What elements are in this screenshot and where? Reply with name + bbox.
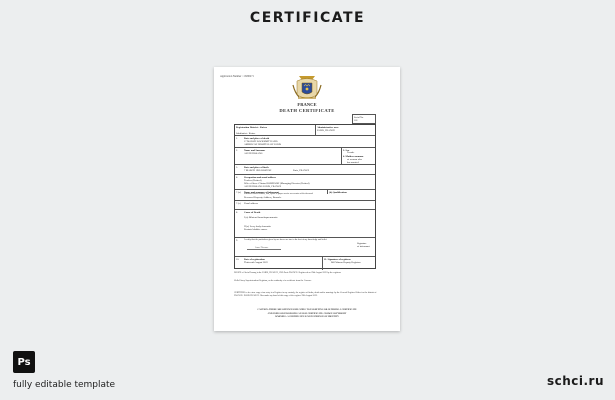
row-value: Wife of Steve Clinton ROBINSON (Managing Director (Retired)	[244, 181, 310, 185]
row-label: Occupation and usual address	[244, 175, 277, 179]
serial-box	[352, 114, 376, 124]
registrar-name: Bill Watson Deputy Registrar	[331, 261, 361, 264]
certificate-document	[214, 67, 400, 331]
row-value: Deceased Property Address, Brussels	[244, 196, 282, 200]
subdistrict: Subdistrict : Kaiser	[236, 132, 256, 136]
maiden-surname-label: 4. Maiden surname	[343, 154, 364, 158]
row-number: 10.	[236, 257, 240, 261]
row-label: Name and Surname	[244, 148, 266, 152]
coat-of-arms-icon	[290, 73, 324, 101]
row-label: I certify that the particulars given by me above are true to the best of my knowledge and belief	[244, 238, 327, 241]
registration-district: Registration District : Kaiser	[236, 125, 268, 129]
informant-signature: Jane Thomas	[255, 246, 269, 249]
row-value: I (a) Bilateral bronchopneumonia	[244, 216, 278, 219]
table-row	[235, 210, 375, 238]
row-value: AMERICAN HOSPITAL OF PARIS	[244, 142, 282, 146]
administrative-area-value: PARIS, FRANCE	[317, 128, 335, 132]
footnote: CERTIFIED to be a true copy of an entry in a Register in my custody, the register of births, death and/or marriage by the General Register Office for the district of FRANCE. PARIS FRANCE. Hereunder my hand of this copy of the register 29th August 2022.	[234, 292, 377, 297]
row-label: Date and place of death	[244, 136, 270, 140]
table-row	[235, 201, 375, 210]
serial-label: Serial No.	[354, 115, 364, 119]
row-number: 9.	[236, 238, 238, 242]
country-title: FRANCE	[297, 102, 317, 107]
table-row	[235, 148, 375, 165]
row-value: ALVIN HOSANG PARIS, FRANCE	[244, 184, 282, 188]
administrative-area-label: Administrative area	[317, 125, 339, 129]
footnote: DEATH of Alvin Hosang in the PARIS, FRANCE, 1985 Paris FRANCE. Registered on 29th August 2022 by the registrar.	[234, 272, 341, 274]
row-number: 1.	[236, 136, 238, 140]
row-value: ALVIN HOSANG	[244, 151, 263, 155]
tagline: fully editable template	[13, 380, 116, 390]
row-value: Prostate bladder cancer	[244, 228, 268, 232]
row-label: Date and place of birth	[244, 165, 269, 169]
certificate-title: DEATH CERTIFICATE	[279, 108, 335, 113]
row-number: 7.(a)	[236, 190, 241, 194]
table-row	[235, 238, 375, 257]
maiden-surname-note: of woman who	[347, 157, 362, 161]
application-number: Application Number : 15280271	[220, 75, 254, 78]
page-title: CERTIFICATE	[249, 10, 366, 26]
row-value: 17 MARCH LOCKSMITH AND	[244, 139, 278, 143]
row-value: Teacher (Retired)	[244, 178, 262, 182]
signature-label: of informant	[357, 245, 370, 249]
table-row	[235, 136, 375, 148]
row-label: Name and surname of informant	[244, 190, 279, 194]
sex-value: Female	[347, 151, 355, 155]
row-number: 2.	[236, 148, 238, 152]
row-number: 5.	[236, 165, 238, 169]
warning-text: AND USING OR POSSESSING A FALSE CERTIFICATE. CROWN COPYRIGHT	[267, 312, 347, 315]
row-number: 6.	[236, 175, 238, 179]
row-label: Usual address	[244, 201, 258, 205]
maiden-surname-note: has married	[347, 160, 359, 164]
table-row	[235, 125, 375, 136]
registrar-signature-label: 11. Signature of registrar	[324, 257, 351, 261]
warning-text: CAUTION: THERE ARE OFFENCES RELATING TO FALSIFYING OR ALTERING A CERTIFICATE	[257, 309, 357, 311]
warning-text: WARNING: A CERTIFICATE IS NOT EVIDENCE OF IDENTITY	[275, 316, 339, 318]
signature-label: Signature	[357, 242, 367, 245]
table-row	[235, 175, 375, 190]
brand-logo: schci.ru	[546, 374, 604, 388]
row-value: 7 MARCH 1985 BOSTON	[244, 168, 272, 172]
death-record-table	[234, 124, 376, 269]
table-row	[235, 257, 375, 270]
qualification-label: (b) Qualification	[329, 190, 347, 194]
row-value: Paris, FRANCE	[293, 168, 310, 172]
row-value: Thirteenth August 2022	[244, 261, 268, 264]
table-row	[235, 165, 375, 175]
row-label: Date of registration	[244, 257, 265, 261]
row-number: 7.(c)	[236, 201, 241, 205]
photoshop-icon: Ps	[13, 351, 35, 373]
footnote: Wells Priory Superintendent Registrar, on the authority of a certificate from the Coroner.	[234, 280, 312, 282]
row-label: Cause of Death	[244, 210, 261, 214]
row-value: Elizabeth Edwin Hudson, Son, Spoke at prayer service as executor of the deceased	[244, 193, 313, 196]
table-row	[235, 190, 375, 201]
sex-label: 3. Sex	[343, 148, 350, 152]
serial-value: 101	[354, 118, 358, 122]
row-number: 8.	[236, 210, 238, 214]
row-value: II (a) Lewy body dementia	[244, 225, 271, 228]
